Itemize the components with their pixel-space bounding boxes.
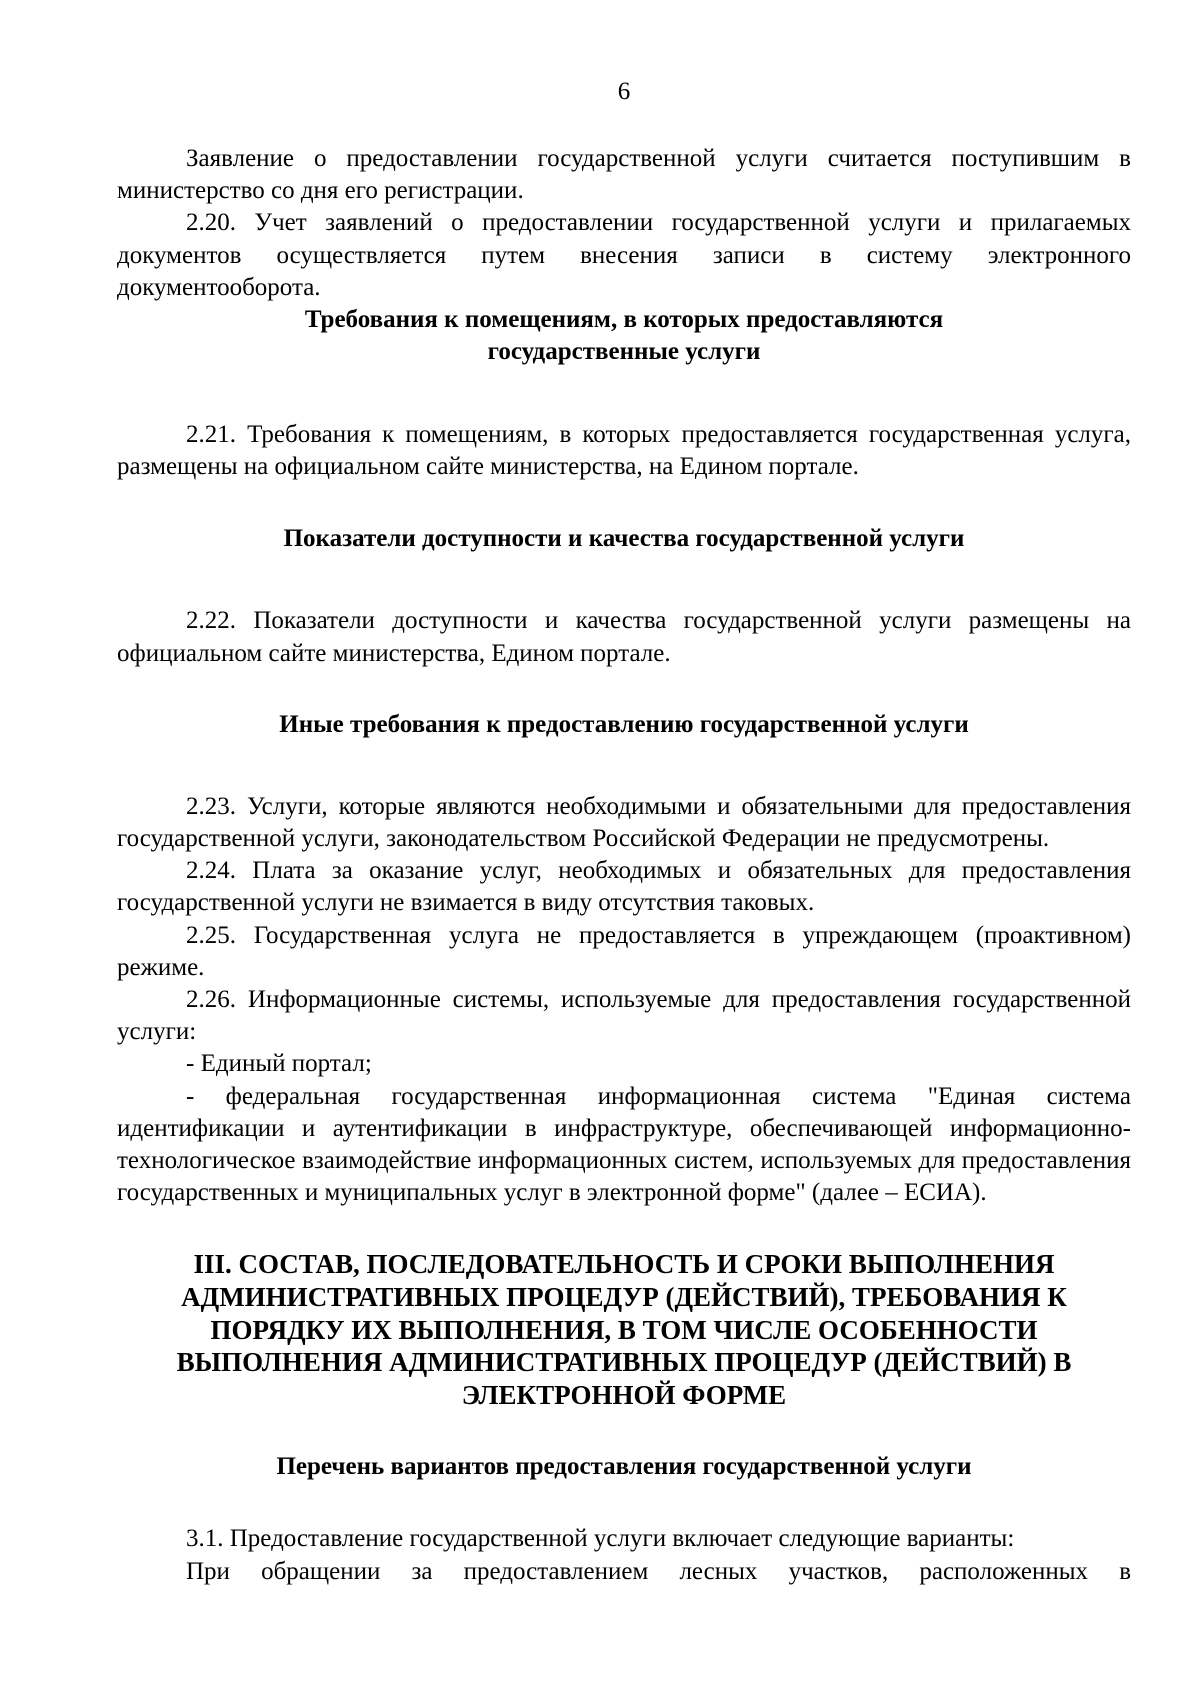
paragraph-2-24: 2.24. Плата за оказание услуг, необходимых и обязательных для предоставления государственной услуги не взимается в виду отсутствия таковых. (117, 857, 1131, 917)
list-item-esia: - федеральная государственная информационная система "Единая система идентификации и аутентификации в инфраструктуре, обеспечивающей информационно-технологическое взаимодействие информационных систем, используемых для предоставления государственных и муниципальных услуг в электронной форме" (далее – ЕСИА). (117, 1082, 1131, 1207)
paragraph-forest-plots: При обращении за предоставлением лесных участков, расположенных в (186, 1557, 1131, 1585)
heading-accessibility-indicators: Показатели доступности и качества государственной услуги (283, 525, 965, 553)
heading-premises-requirements (117, 304, 1131, 368)
section-3-title: III. СОСТАВ, ПОСЛЕДОВАТЕЛЬНОСТЬ И СРОКИ ВЫПОЛНЕНИЯ АДМИНИСТРАТИВНЫХ ПРОЦЕДУР (ДЕЙСТВИЙ), ТРЕБОВАНИЯ К ПОРЯДКУ ИХ ВЫПОЛНЕНИЯ, В ТОМ ЧИСЛЕ ОСОБЕННОСТИ ВЫПОЛНЕНИЯ АДМИНИСТРАТИВНЫХ ПРОЦЕДУР (ДЕЙСТВИЙ) В ЭЛЕКТРОННОЙ ФОРМЕ (176, 1249, 1072, 1410)
paragraph-2-23: 2.23. Услуги, которые являются необходимыми и обязательными для предоставления государственной услуги, законодательством Российской Федерации не предусмотрены. (117, 792, 1131, 853)
heading-line: государственные услуги (487, 338, 761, 366)
heading-other-requirements: Иные требования к предоставлению государственной услуги (279, 710, 969, 738)
paragraph-3-1: 3.1. Предоставление государственной услуги включает следующие варианты: (186, 1525, 1015, 1553)
document-body (117, 143, 1131, 1588)
heading-line: Требования к помещениям, в которых предоставляются (304, 306, 944, 334)
paragraph-2-26: 2.26. Информационные системы, используемые для предоставления государственной услуги: (117, 986, 1131, 1046)
list-item-unified-portal: - Единый портал; (186, 1050, 372, 1078)
paragraph-2-20: 2.20. Учет заявлений о предоставлении государственной услуги и прилагаемых документов осуществляется путем внесения записи в систему электронного документооборота. (117, 209, 1131, 301)
paragraph-2-21: 2.21. Требования к помещениям, в которых предоставляется государственная услуга, размещены на официальном сайте министерства, на Едином портале. (117, 421, 1131, 481)
paragraph-2-25: 2.25. Государственная услуга не предоставляется в упреждающем (проактивном) режиме. (117, 921, 1131, 981)
paragraph-registration: Заявление о предоставлении государственной услуги считается поступившим в министерство со дня его регистрации. (117, 145, 1131, 205)
paragraph-2-22: 2.22. Показатели доступности и качества государственной услуги размещены на официальном сайте министерства, Едином портале. (117, 607, 1131, 667)
page-number: 6 (617, 78, 631, 105)
heading-variants-list: Перечень вариантов предоставления государственной услуги (276, 1453, 972, 1481)
